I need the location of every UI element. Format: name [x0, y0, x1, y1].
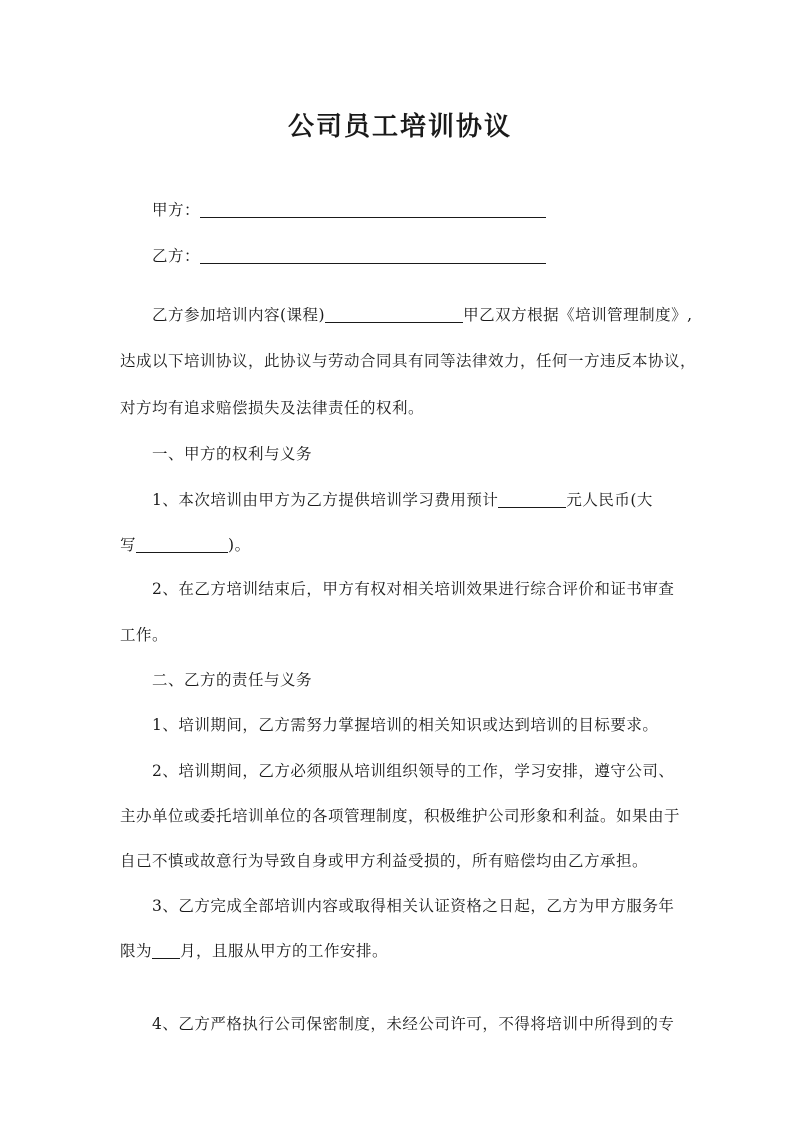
section2-item3-line1: 3、乙方完成全部培训内容或取得相关认证资格之日起，乙方为甲方服务年	[152, 897, 675, 915]
intro-text-a: 乙方参加培训内容(课程)	[152, 306, 326, 324]
course-blank	[325, 306, 463, 323]
capital-amount-blank	[136, 536, 228, 553]
intro-line-2: 达成以下培训协议，此协议与劳动合同具有同等法律效力，任何一方违反本协议，	[120, 352, 697, 370]
party-b-label: 乙方：	[152, 247, 201, 265]
service-term-text: 限为	[120, 942, 153, 960]
intro-line-1	[152, 303, 693, 325]
cost-text: 1、本次培训由甲方为乙方提供培训学习费用预计	[152, 491, 499, 509]
section2-item2-line2: 主办单位或委托培训单位的各项管理制度，积极维护公司形象和利益。如果由于	[120, 807, 681, 825]
section2-item3-line2	[120, 939, 388, 961]
party-b-blank	[200, 247, 546, 264]
intro-text-b: 甲乙双方根据《培训管理制度》,	[463, 306, 693, 324]
capital-text: 写	[120, 536, 137, 554]
section1-heading: 一、甲方的权利与义务	[152, 445, 313, 463]
section1-item1-line1	[152, 488, 653, 510]
service-term-unit-text: 月，且服从甲方的工作安排。	[180, 942, 389, 960]
cost-blank	[498, 491, 566, 508]
section2-heading: 二、乙方的责任与义务	[152, 671, 313, 689]
section2-item2-line3: 自己不慎或故意行为导致自身或甲方利益受损的，所有赔偿均由乙方承担。	[120, 852, 649, 870]
party-a-label: 甲方：	[152, 201, 201, 219]
party-a-line	[152, 198, 546, 220]
party-b-line	[152, 244, 546, 266]
document-title: 公司员工培训协议	[287, 112, 512, 142]
party-a-blank	[200, 201, 546, 218]
cost-unit-text: 元人民币(大	[566, 491, 653, 509]
intro-line-3: 对方均有追求赔偿损失及法律责任的权利。	[120, 399, 425, 417]
section2-item4-line1: 4、乙方严格执行公司保密制度，未经公司许可，不得将培训中所得到的专	[152, 1015, 675, 1033]
section1-item1-line2	[120, 533, 251, 555]
section2-item1: 1、培训期间，乙方需努力掌握培训的相关知识或达到培训的目标要求。	[152, 716, 659, 734]
service-term-blank	[152, 942, 180, 959]
section1-item2-line1: 2、在乙方培训结束后，甲方有权对相关培训效果进行综合评价和证书审查	[152, 580, 675, 598]
section1-item2-line2: 工作。	[120, 626, 169, 644]
section2-item2-line1: 2、培训期间，乙方必须服从培训组织领导的工作，学习安排，遵守公司、	[152, 762, 675, 780]
capital-close-text: )。	[228, 536, 251, 554]
